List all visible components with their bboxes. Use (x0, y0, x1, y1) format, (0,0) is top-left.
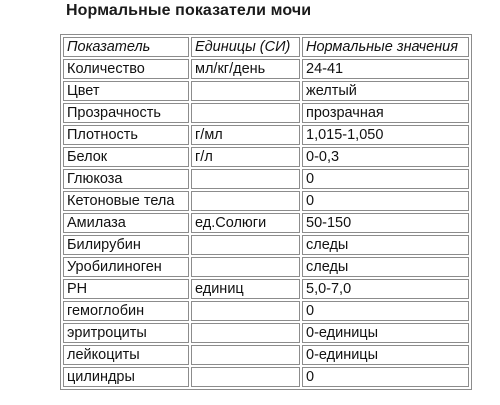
cell-indicator: цилиндры (63, 367, 189, 387)
table-row (63, 235, 469, 255)
cell-indicator: эритроциты (63, 323, 189, 343)
cell-indicator: Билирубин (63, 235, 189, 255)
cell-indicator: Прозрачность (63, 103, 189, 123)
table-header-row (63, 37, 469, 57)
table-row (63, 191, 469, 211)
table-row (63, 81, 469, 101)
cell-units (191, 367, 300, 387)
table-row (63, 147, 469, 167)
cell-normal-value: 0 (302, 169, 469, 189)
header-indicator: Показатель (63, 37, 189, 57)
table-row (63, 169, 469, 189)
cell-units (191, 169, 300, 189)
cell-units: г/л (191, 147, 300, 167)
cell-indicator: гемоглобин (63, 301, 189, 321)
cell-indicator: Количество (63, 59, 189, 79)
cell-normal-value: 0-единицы (302, 323, 469, 343)
page-title: Нормальные показатели мочи (66, 2, 312, 19)
cell-indicator: Белок (63, 147, 189, 167)
table-row (63, 125, 469, 145)
cell-units (191, 257, 300, 277)
cell-units: г/мл (191, 125, 300, 145)
cell-normal-value: 0 (302, 191, 469, 211)
table-row (63, 213, 469, 233)
cell-normal-value: 0 (302, 367, 469, 387)
table-row (63, 103, 469, 123)
table-row (63, 279, 469, 299)
cell-normal-value: 0 (302, 301, 469, 321)
cell-units (191, 81, 300, 101)
cell-normal-value: 5,0-7,0 (302, 279, 469, 299)
cell-indicator: Кетоновые тела (63, 191, 189, 211)
table-row (63, 257, 469, 277)
cell-units (191, 323, 300, 343)
table-row (63, 301, 469, 321)
cell-units (191, 235, 300, 255)
cell-units: единиц (191, 279, 300, 299)
table-row (63, 59, 469, 79)
cell-normal-value: прозрачная (302, 103, 469, 123)
table-row (63, 323, 469, 343)
cell-units (191, 345, 300, 365)
table-row (63, 367, 469, 387)
cell-normal-value: 50-150 (302, 213, 469, 233)
table-body (63, 37, 469, 387)
cell-normal-value: 1,015-1,050 (302, 125, 469, 145)
cell-normal-value: 24-41 (302, 59, 469, 79)
cell-units (191, 191, 300, 211)
cell-indicator: Амилаза (63, 213, 189, 233)
cell-indicator: лейкоциты (63, 345, 189, 365)
cell-indicator: Цвет (63, 81, 189, 101)
cell-normal-value: следы (302, 235, 469, 255)
cell-indicator: PH (63, 279, 189, 299)
cell-indicator: Уробилиноген (63, 257, 189, 277)
cell-indicator: Плотность (63, 125, 189, 145)
header-units: Единицы (СИ) (191, 37, 300, 57)
table-row (63, 345, 469, 365)
cell-units: мл/кг/день (191, 59, 300, 79)
cell-normal-value: 0-0,3 (302, 147, 469, 167)
cell-indicator: Глюкоза (63, 169, 189, 189)
urine-norms-table (60, 34, 472, 390)
cell-units (191, 301, 300, 321)
cell-units: ед.Солюги (191, 213, 300, 233)
header-normal-values: Нормальные значения (302, 37, 469, 57)
cell-units (191, 103, 300, 123)
cell-normal-value: 0-единицы (302, 345, 469, 365)
cell-normal-value: следы (302, 257, 469, 277)
cell-normal-value: желтый (302, 81, 469, 101)
